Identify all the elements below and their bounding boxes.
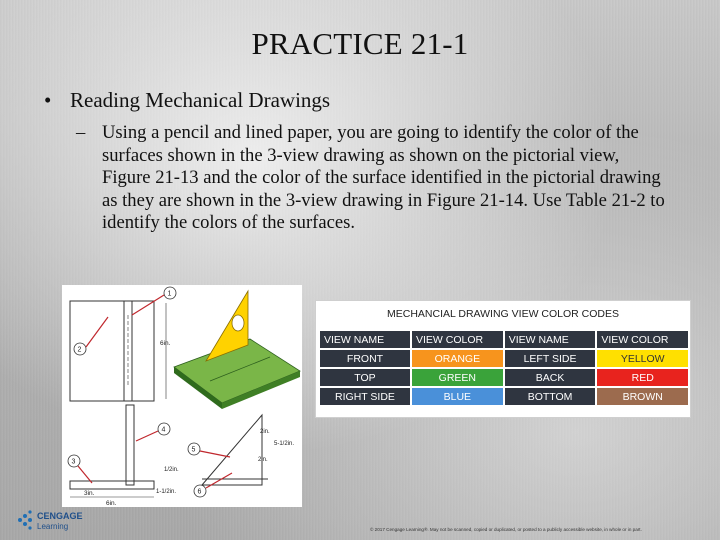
callout-3-label: 3 [71, 458, 76, 466]
table-row [320, 350, 688, 367]
view-name-cell: LEFT SIDE [505, 350, 596, 367]
mechanical-drawing-figure [62, 285, 302, 507]
color-code-table [315, 300, 691, 418]
dim-1-2in: 1/2in. [164, 467, 179, 473]
header-view-name: VIEW NAME [505, 331, 596, 348]
pictorial-hole [232, 315, 244, 331]
color-cell-yellow: YELLOW [597, 350, 688, 367]
callout-4-label: 4 [161, 426, 166, 434]
view-name-cell: TOP [320, 369, 410, 386]
leader-arrow [136, 431, 158, 441]
table-title: MECHANCIAL DRAWING VIEW COLOR CODES [387, 308, 619, 320]
color-cell-blue: BLUE [412, 388, 503, 405]
header-view-color: VIEW COLOR [597, 331, 688, 348]
callout-6-label: 6 [197, 488, 202, 496]
header-view-color: VIEW COLOR [412, 331, 503, 348]
color-cell-green: GREEN [412, 369, 503, 386]
view-name-cell: FRONT [320, 350, 410, 367]
bullet-text: Reading Mechanical Drawings [70, 88, 331, 112]
dash-marker: – [76, 122, 86, 143]
leader-arrow [86, 317, 108, 347]
top-view-stem [126, 405, 134, 485]
leader-arrow [132, 295, 164, 315]
dim-5-1-2in: 5-1/2in. [274, 441, 295, 447]
leader-arrow [200, 451, 230, 457]
dim-1-1-2in: 1-1/2in. [156, 489, 177, 495]
dim-2in-b: 2in. [258, 457, 268, 463]
cengage-logo-mark [14, 508, 104, 532]
table-row [320, 388, 688, 405]
color-cell-brown: BROWN [597, 388, 688, 405]
logo-icon [18, 510, 32, 529]
instructions-text: Using a pencil and lined paper, you are going to identify the color of the surfaces shown in the 3-view drawing as shown on the pictorial view, Figure 21-13 and the color of the surface identified in the pictorial drawing as they are shown in the 3-view drawing in Figure 21-14. Use Table 21-2 to identify the colors of the surfaces. [102, 122, 665, 234]
three-view-drawing [62, 285, 302, 507]
top-view-base [70, 481, 154, 489]
leader-arrow [78, 466, 92, 483]
view-name-cell: BACK [505, 369, 596, 386]
dim-6in: 6in. [160, 340, 171, 347]
side-view-triangle [202, 415, 262, 485]
color-codes-grid [318, 329, 690, 407]
callout-2-label: 2 [77, 346, 82, 354]
header-view-name: VIEW NAME [320, 331, 410, 348]
copyright-notice: © 2017 Cengage Learning®. May not be scanned, copied or duplicated, or posted to a publicly accessible website, in whole or in part. [370, 527, 642, 532]
color-cell-red: RED [597, 369, 688, 386]
callout-1-label: 1 [167, 290, 172, 298]
table-row [320, 369, 688, 386]
callout-5-label: 5 [191, 446, 196, 454]
dim-6in-bottom: 6in. [106, 500, 117, 507]
dim-2in: 2in. [260, 429, 270, 435]
color-cell-orange: ORANGE [412, 350, 503, 367]
logo-text-cengage: CENGAGE [37, 511, 83, 521]
bullet-marker: • [44, 88, 52, 112]
logo-text-learning: Learning [37, 522, 69, 531]
view-name-cell: RIGHT SIDE [320, 388, 410, 405]
table-header-row [320, 331, 688, 348]
dim-3in: 3in. [84, 490, 95, 497]
view-name-cell: BOTTOM [505, 388, 596, 405]
cengage-logo [14, 508, 104, 532]
slide-title: PRACTICE 21-1 [251, 26, 469, 61]
